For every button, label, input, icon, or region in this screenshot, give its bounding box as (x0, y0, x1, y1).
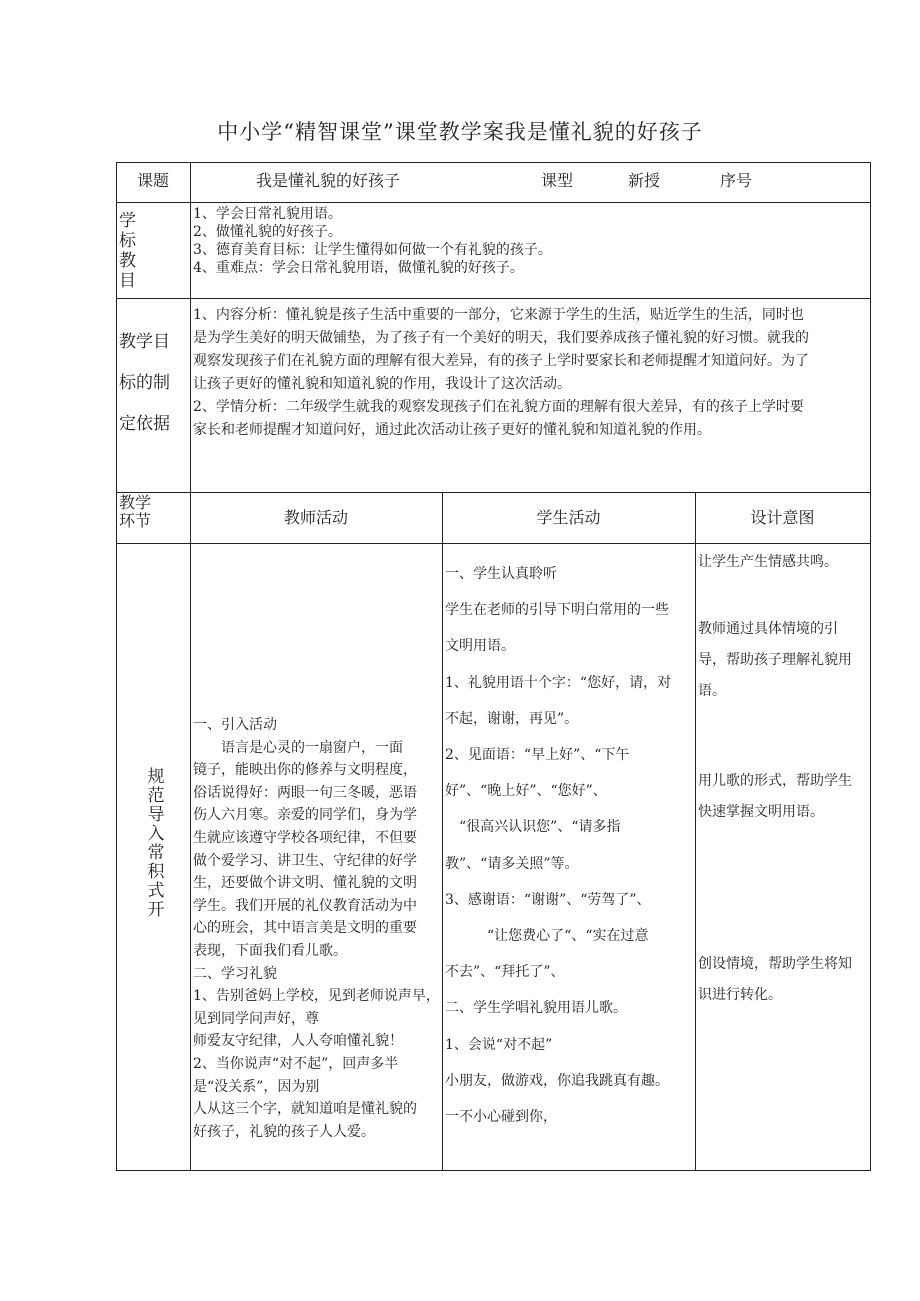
student-line: 学生在老师的引导下明白常用的一些 (445, 602, 669, 619)
topic-label: 课题 (136, 171, 169, 190)
stage-char: 规 (147, 767, 165, 787)
teacher-line: 镜子，能映出你的修养与文明程度， (193, 762, 417, 779)
intent-line: 识进行转化。 (698, 987, 782, 1003)
topic-value: 我是懂礼貌的好孩子 (256, 171, 401, 190)
student-line: 1、会说“对不起” (445, 1036, 553, 1053)
teacher-activity (193, 714, 441, 1143)
stage-header (119, 494, 189, 530)
teacher-line: 一、引入活动 (193, 717, 277, 733)
goals-list (193, 205, 863, 277)
student-line: 2、见面语：“早上好”、“下午 (445, 747, 630, 764)
goals-label (119, 211, 159, 291)
goals-label-char: 学 (119, 211, 136, 231)
student-activity (445, 556, 693, 1135)
stage-char: 范 (147, 786, 165, 806)
intent-1: 让学生产生情感共鸣。 (698, 554, 838, 570)
design-intent-header: 设计意图 (750, 508, 815, 527)
student-line: 好”、“晚上好”、“您好”、 (445, 783, 607, 800)
basis-line: 让孩子更好的懂礼貌和知道礼貌的作用，我设计了这次活动。 (193, 376, 571, 392)
student-line: 不去”、“拜托了”、 (445, 964, 565, 981)
goal-item: 4、重难点：学会日常礼貌用语，做懂礼貌的好孩子。 (193, 260, 524, 276)
student-line: 小朋友，做游戏，你追我跳真有趣。 (445, 1072, 669, 1089)
teacher-line: 人从这三个字，就知道咱是懂礼貌的 (193, 1101, 417, 1118)
intent-line: 导，帮助孩子理解礼貌用 (698, 652, 852, 668)
stage-char: 积 (147, 862, 165, 882)
student-line: “让您费心了“、“实在过意 (445, 928, 649, 945)
basis-line: 观察发现孩子们在礼貌方面的理解有很大差异，有的孩子上学时要家长和老师提醒才知道问好。为了 (193, 353, 809, 369)
student-line: “很高兴认识您”、“请多指 (445, 819, 621, 836)
goals-label-char: 标 (119, 231, 136, 251)
student-line: 二、学生学唱礼貌用语儿歌。 (445, 1000, 627, 1017)
goal-item: 2、做懂礼貌的好孩子。 (193, 224, 342, 240)
teacher-line: 生就应该遵守学校各项纪律，不但要 (193, 829, 417, 846)
teacher-line: 俗话说得好：两眼一句三冬暖，恶语 (193, 784, 417, 801)
student-line: 教”、“请多关照”等。 (445, 855, 579, 872)
stage-char: 开 (147, 900, 165, 920)
teacher-line: 师爱友守纪律，人人夸咱懂礼貌！ (193, 1033, 403, 1050)
goals-label-char: 目 (119, 271, 136, 291)
teacher-line: 是“没关系”，因为别 (193, 1078, 320, 1095)
basis-label-line: 教学目 (119, 332, 170, 352)
teacher-line: 好孩子，礼貌的孩子人人爱。 (193, 1123, 375, 1140)
teacher-line: 二、学习礼貌 (193, 965, 277, 982)
stage-label-vertical (136, 768, 176, 920)
basis-line: 家长和老师提醒才知道问好，通过此次活动让孩子更好的懂礼貌和知道礼貌的作用。 (193, 422, 711, 438)
goal-item: 1、学会日常礼貌用语。 (193, 206, 342, 222)
stage-char: 式 (147, 881, 165, 901)
goals-label-char: 教 (119, 251, 136, 271)
intent-line: 教师通过具体情境的引 (698, 621, 838, 637)
student-line: 一、学生认真聆听 (445, 566, 557, 582)
teacher-line: 学生。我们开展的礼仪教育活动为中 (193, 897, 417, 914)
intent-2 (698, 614, 868, 707)
sequence-label: 序号 (720, 171, 753, 190)
student-line: 3、感谢语：“谢谢”、“劳驾了”、 (445, 891, 651, 908)
student-line: 文明用语。 (445, 638, 515, 655)
stage-char: 常 (147, 843, 165, 863)
basis-text (193, 304, 868, 442)
teacher-line: 见到同学问声好，尊 (193, 1010, 319, 1027)
intent-line: 创设情境，帮助学生将知 (698, 956, 852, 972)
teacher-line: 伤人六月寒。亲爱的同学们，身为学 (193, 807, 417, 824)
stage-char: 入 (147, 824, 165, 844)
stage-char: 导 (147, 805, 165, 825)
teacher-line: 1、告别爸妈上学校，见到老师说声早， (193, 988, 440, 1005)
teacher-line: 做个爱学习、讲卫生、守纪律的好学 (193, 852, 417, 869)
teacher-line: 生，还要做个讲文明、懂礼貌的文明 (193, 875, 417, 892)
intent-line: 快速掌握文明用语。 (698, 804, 824, 820)
intent-line: 语。 (698, 683, 726, 699)
lesson-type-value: 新授 (628, 171, 661, 190)
goal-item: 3、德育美育目标：让学生懂得如何做一个有礼貌的孩子。 (193, 242, 552, 258)
basis-label-line: 标的制 (119, 373, 170, 393)
basis-label-line: 定依据 (119, 414, 170, 434)
teacher-activity-header: 教师活动 (283, 508, 348, 527)
intent-3 (698, 766, 868, 828)
basis-label (119, 322, 189, 445)
document-title: 中小学“精智课堂”课堂教学案我是懂礼貌的好孩子 (217, 120, 703, 144)
stage-header-line: 环节 (119, 511, 152, 530)
intent-4 (698, 949, 868, 1011)
student-line: 一不小心碰到你， (445, 1109, 557, 1126)
basis-line: 是为学生美好的明天做铺垫，为了孩子有一个美好的明天，我们要养成孩子懂礼貌的好习惯。就我的 (193, 330, 809, 346)
teacher-line: 语言是心灵的一扇窗户，一面 (193, 739, 403, 756)
basis-line: 1、内容分析：懂礼貌是孩子生活中重要的一部分，它来源于学生的生活，贴近学生的生活，同时也 (193, 307, 804, 323)
stage-header-line: 教学 (119, 493, 152, 512)
student-line: 不起，谢谢，再见”。 (445, 710, 579, 727)
student-activity-header: 学生活动 (536, 508, 601, 527)
teacher-line: 2、当你说声“对不起”，回声多半 (193, 1055, 399, 1072)
student-line: 1、礼貌用语十个字：“您好，请，对 (445, 674, 672, 691)
lesson-type-label: 课型 (541, 171, 574, 190)
intent-line: 用儿歌的形式，帮助学生 (698, 773, 852, 789)
teacher-line: 心的班会，其中语言美是文明的重要 (193, 920, 417, 937)
basis-line: 2、学情分析：二年级学生就我的观察发现孩子们在礼貌方面的理解有很大差异，有的孩子上学时要 (193, 399, 804, 415)
teacher-line: 表现，下面我们看儿歌。 (193, 942, 347, 959)
